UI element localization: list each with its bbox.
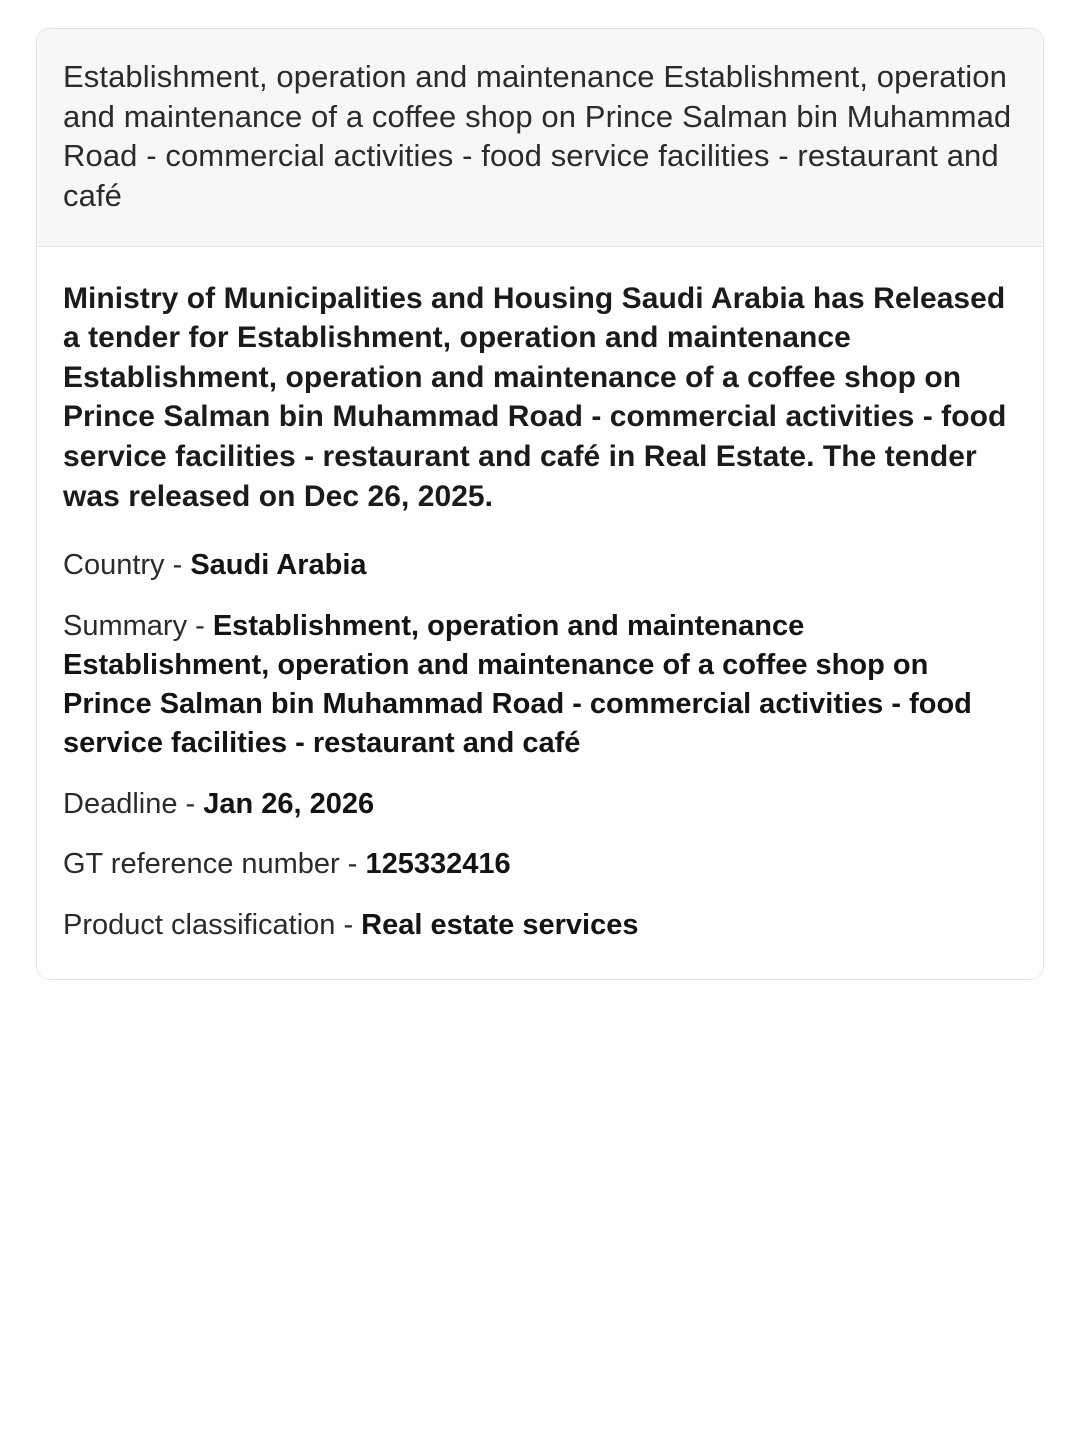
field-product-classification <box>63 906 1017 945</box>
field-product-classification-label: Product classification - <box>63 909 362 942</box>
field-country-label: Country - <box>63 549 191 582</box>
tender-card <box>36 28 1044 980</box>
field-deadline-label: Deadline - <box>63 787 204 820</box>
tender-summary-suffix: in Real Estate. The tender was released on Dec 26, 2025. <box>63 440 977 513</box>
tender-summary-prefix: Ministry of Municipalities and Housing Saudi Arabia has Released a tender for <box>63 281 1006 355</box>
field-deadline-value: Jan 26, 2026 <box>203 787 375 820</box>
tender-title: Establishment, operation and maintenance Establishment, operation and maintenance of a coffee shop on Prince Salman bin Muhammad Road - commercial activities - food service facilities - restaurant and café <box>63 59 1012 214</box>
field-country-value: Saudi Arabia <box>190 549 367 582</box>
field-deadline <box>63 785 1017 824</box>
field-summary <box>63 607 1017 762</box>
tender-summary-name: Establishment, operation and maintenance Establishment, operation and maintenance of a coffee shop on Prince Salman bin Muhammad Road - commercial activities - food service facilities - restaurant and café <box>63 321 1007 474</box>
field-gt-reference-number <box>63 845 1017 884</box>
tender-card-header <box>37 29 1043 247</box>
field-summary-value: Establishment, operation and maintenance Establishment, operation and maintenance of a coffee shop on Prince Salman bin Muhammad Road - commercial activities - food service facilities - restaurant and café <box>63 610 972 759</box>
field-product-classification-value: Real estate services <box>361 909 639 942</box>
tender-summary-paragraph <box>63 279 1017 517</box>
field-country <box>63 546 1017 585</box>
field-gt-reference-number-label: GT reference number - <box>63 848 366 881</box>
field-summary-label: Summary - <box>63 610 213 643</box>
tender-card-body <box>37 247 1043 979</box>
field-gt-reference-number-value: 125332416 <box>365 848 511 881</box>
